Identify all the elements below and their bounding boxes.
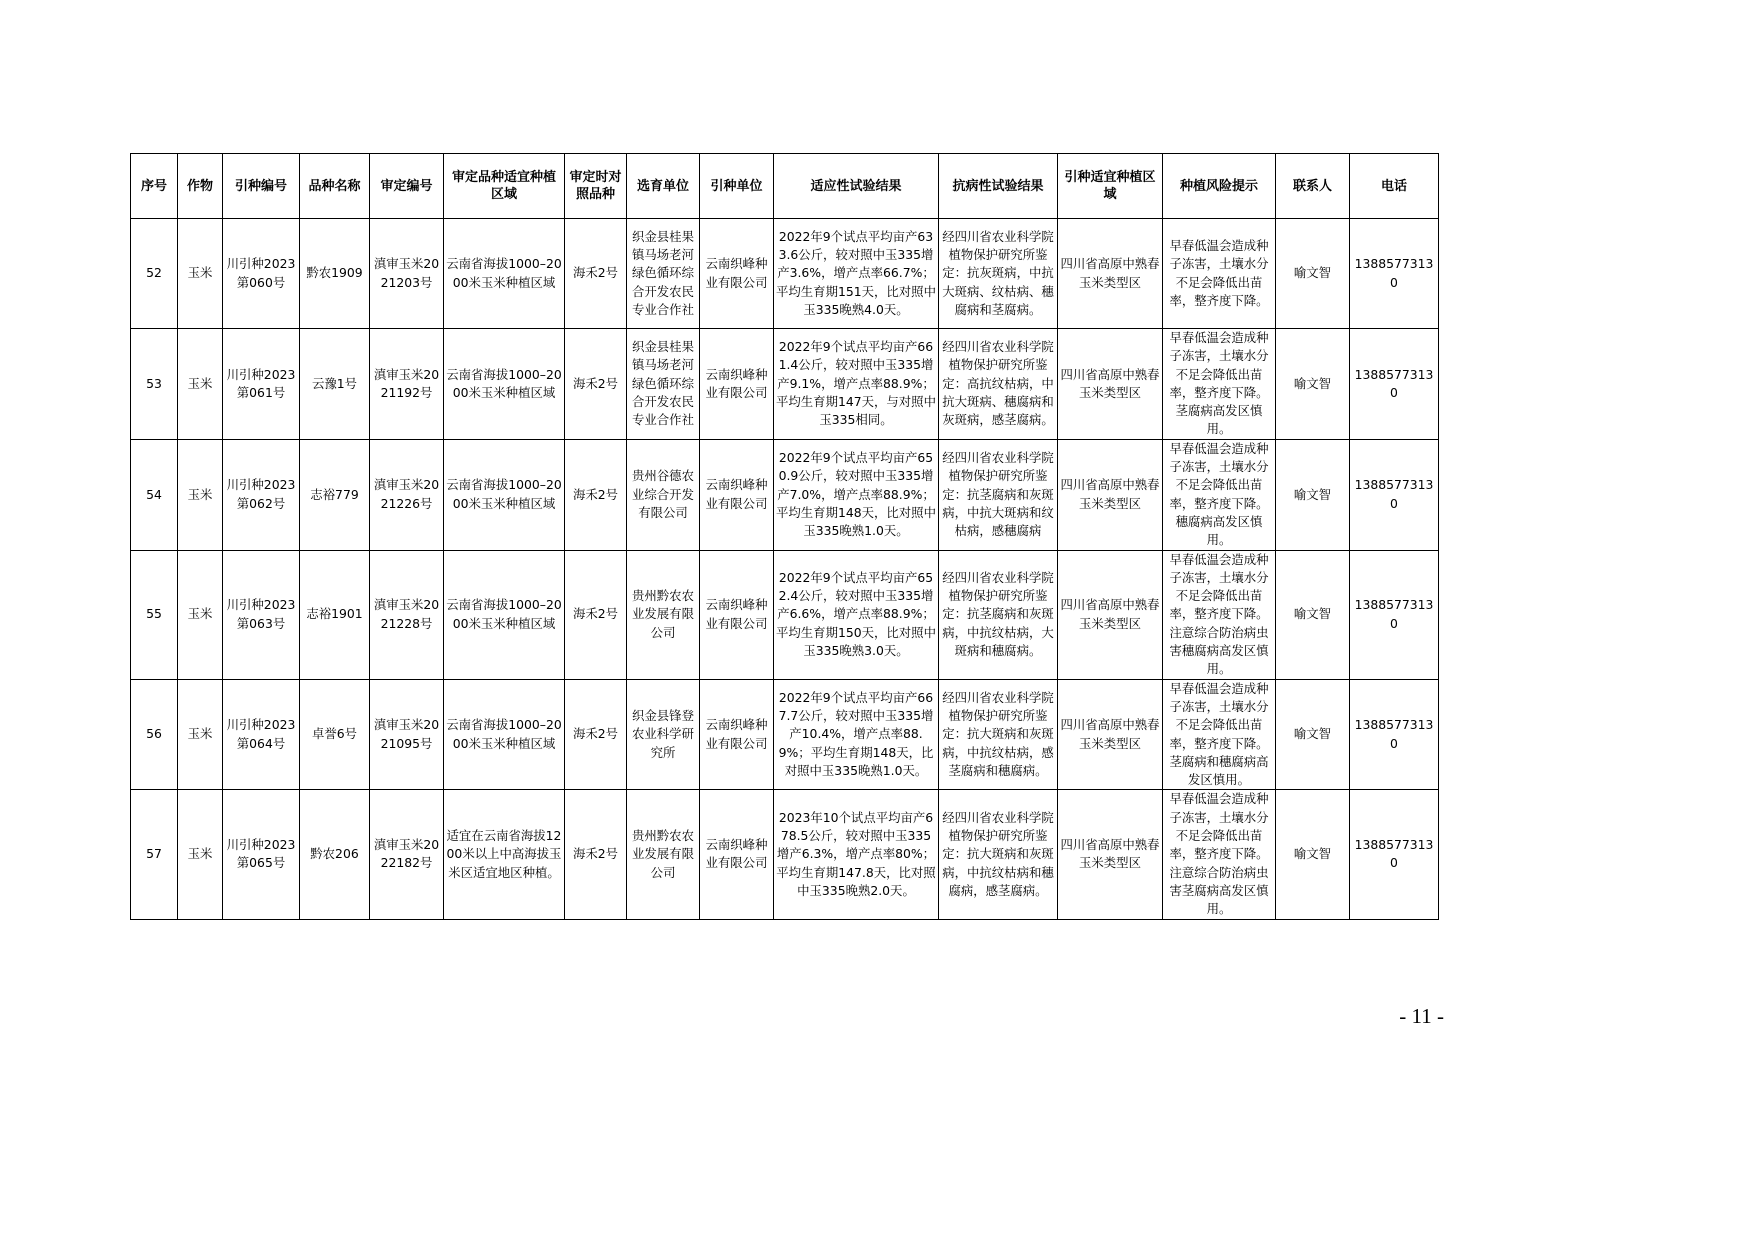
column-header-disease-result: 抗病性试验结果 [939, 154, 1058, 219]
column-header-index: 序号 [131, 154, 178, 219]
cell-disease-result: 经四川省农业科学院植物保护研究所鉴定：抗灰斑病，中抗大斑病、纹枯病、穗腐病和茎腐病。 [939, 219, 1058, 329]
cell-crop: 玉米 [178, 219, 223, 329]
cell-intro-code: 川引种2023第064号 [223, 679, 300, 790]
cell-breeder: 织金县桂果镇马场老河绿色循环综合开发农民专业合作社 [627, 219, 700, 329]
cell-contact: 喻文智 [1276, 679, 1350, 790]
cell-check-variety: 海禾2号 [565, 550, 627, 679]
cell-approved-area: 云南省海拔1000–2000米玉米种植区域 [444, 439, 565, 550]
cell-adaptability-result: 2022年9个试点平均亩产652.4公斤，较对照中玉335增产6.6%，增产点率88.9%；平均生育期150天，比对照中玉335晚熟3.0天。 [774, 550, 939, 679]
cell-phone: 13885773130 [1350, 219, 1439, 329]
cell-crop: 玉米 [178, 439, 223, 550]
column-header-variety-name: 品种名称 [300, 154, 370, 219]
table-row [131, 329, 1439, 440]
cell-contact: 喻文智 [1276, 790, 1350, 919]
cell-risk-note: 早春低温会造成种子冻害，土壤水分不足会降低出苗率，整齐度下降。茎腐病高发区慎用。 [1163, 329, 1276, 440]
column-header-approved-area: 审定品种适宜种植区域 [444, 154, 565, 219]
cell-intro-area: 四川省高原中熟春玉米类型区 [1058, 219, 1163, 329]
cell-contact: 喻文智 [1276, 219, 1350, 329]
cell-disease-result: 经四川省农业科学院植物保护研究所鉴定：高抗纹枯病，中抗大斑病、穗腐病和灰斑病，感茎腐病。 [939, 329, 1058, 440]
cell-intro-unit: 云南织峰种业有限公司 [700, 790, 774, 919]
table-row [131, 439, 1439, 550]
cell-intro-unit: 云南织峰种业有限公司 [700, 550, 774, 679]
cell-disease-result: 经四川省农业科学院植物保护研究所鉴定：抗大斑病和灰斑病，中抗纹枯病，感茎腐病和穗腐病。 [939, 679, 1058, 790]
cell-contact: 喻文智 [1276, 550, 1350, 679]
cell-contact: 喻文智 [1276, 439, 1350, 550]
column-header-breeder: 选育单位 [627, 154, 700, 219]
cell-breeder: 贵州黔农农业发展有限公司 [627, 550, 700, 679]
column-header-risk-note: 种植风险提示 [1163, 154, 1276, 219]
table-row [131, 679, 1439, 790]
cell-breeder: 织金县桂果镇马场老河绿色循环综合开发农民专业合作社 [627, 329, 700, 440]
table-header [131, 154, 1439, 219]
cell-variety-name: 黔农206 [300, 790, 370, 919]
column-header-check-variety: 审定时对照品种 [565, 154, 627, 219]
table-row [131, 219, 1439, 329]
cell-crop: 玉米 [178, 790, 223, 919]
cell-check-variety: 海禾2号 [565, 329, 627, 440]
cell-variety-name: 云豫1号 [300, 329, 370, 440]
column-header-adaptability-result: 适应性试验结果 [774, 154, 939, 219]
cell-approval-code: 滇审玉米2021192号 [370, 329, 444, 440]
cell-intro-unit: 云南织峰种业有限公司 [700, 329, 774, 440]
cell-adaptability-result: 2022年9个试点平均亩产667.7公斤，较对照中玉335增产10.4%，增产点率88.9%；平均生育期148天，比对照中玉335晚熟1.0天。 [774, 679, 939, 790]
cell-disease-result: 经四川省农业科学院植物保护研究所鉴定：抗茎腐病和灰斑病，中抗纹枯病，大斑病和穗腐病。 [939, 550, 1058, 679]
cell-index: 53 [131, 329, 178, 440]
cell-adaptability-result: 2022年9个试点平均亩产650.9公斤，较对照中玉335增产7.0%，增产点率88.9%；平均生育期148天，比对照中玉335晚熟1.0天。 [774, 439, 939, 550]
cell-approval-code: 滇审玉米2021228号 [370, 550, 444, 679]
cell-risk-note: 早春低温会造成种子冻害，土壤水分不足会降低出苗率，整齐度下降。穗腐病高发区慎用。 [1163, 439, 1276, 550]
cell-intro-code: 川引种2023第065号 [223, 790, 300, 919]
cell-intro-unit: 云南织峰种业有限公司 [700, 219, 774, 329]
cell-risk-note: 早春低温会造成种子冻害，土壤水分不足会降低出苗率，整齐度下降。注意综合防治病虫害茎腐病高发区慎用。 [1163, 790, 1276, 919]
cell-index: 54 [131, 439, 178, 550]
cell-intro-code: 川引种2023第060号 [223, 219, 300, 329]
table-body [131, 219, 1439, 920]
cell-intro-unit: 云南织峰种业有限公司 [700, 679, 774, 790]
cell-crop: 玉米 [178, 550, 223, 679]
cell-variety-name: 志裕779 [300, 439, 370, 550]
cell-crop: 玉米 [178, 679, 223, 790]
cell-approved-area: 云南省海拔1000–2000米玉米种植区域 [444, 679, 565, 790]
cell-approved-area: 云南省海拔1000–2000米玉米种植区域 [444, 550, 565, 679]
column-header-phone: 电话 [1350, 154, 1439, 219]
cell-adaptability-result: 2023年10个试点平均亩产678.5公斤，较对照中玉335增产6.3%，增产点率80%；平均生育期147.8天，比对照中玉335晚熟2.0天。 [774, 790, 939, 919]
cell-disease-result: 经四川省农业科学院植物保护研究所鉴定：抗茎腐病和灰斑病，中抗大斑病和纹枯病，感穗腐病 [939, 439, 1058, 550]
cell-approved-area: 云南省海拔1000–2000米玉米种植区域 [444, 329, 565, 440]
cell-risk-note: 早春低温会造成种子冻害，土壤水分不足会降低出苗率，整齐度下降。注意综合防治病虫害穗腐病高发区慎用。 [1163, 550, 1276, 679]
cell-check-variety: 海禾2号 [565, 219, 627, 329]
cell-approval-code: 滇审玉米2021203号 [370, 219, 444, 329]
cell-check-variety: 海禾2号 [565, 439, 627, 550]
cell-breeder: 贵州黔农农业发展有限公司 [627, 790, 700, 919]
column-header-crop: 作物 [178, 154, 223, 219]
cell-index: 52 [131, 219, 178, 329]
cell-index: 55 [131, 550, 178, 679]
column-header-intro-unit: 引种单位 [700, 154, 774, 219]
cell-risk-note: 早春低温会造成种子冻害，土壤水分不足会降低出苗率，整齐度下降。 [1163, 219, 1276, 329]
cell-adaptability-result: 2022年9个试点平均亩产661.4公斤，较对照中玉335增产9.1%，增产点率88.9%；平均生育期147天，与对照中玉335相同。 [774, 329, 939, 440]
cell-approved-area: 适宜在云南省海拔1200米以上中高海拔玉米区适宜地区种植。 [444, 790, 565, 919]
cell-crop: 玉米 [178, 329, 223, 440]
cell-intro-unit: 云南织峰种业有限公司 [700, 439, 774, 550]
cell-index: 56 [131, 679, 178, 790]
cell-approval-code: 滇审玉米2021226号 [370, 439, 444, 550]
cell-intro-area: 四川省高原中熟春玉米类型区 [1058, 790, 1163, 919]
cell-check-variety: 海禾2号 [565, 790, 627, 919]
cell-breeder: 贵州谷德农业综合开发有限公司 [627, 439, 700, 550]
cell-intro-area: 四川省高原中熟春玉米类型区 [1058, 439, 1163, 550]
cell-variety-name: 黔农1909 [300, 219, 370, 329]
cell-approved-area: 云南省海拔1000–2000米玉米种植区域 [444, 219, 565, 329]
cell-variety-name: 志裕1901 [300, 550, 370, 679]
header-row [131, 154, 1439, 219]
column-header-contact: 联系人 [1276, 154, 1350, 219]
cell-phone: 13885773130 [1350, 790, 1439, 919]
cell-disease-result: 经四川省农业科学院植物保护研究所鉴定：抗大斑病和灰斑病，中抗纹枯病和穗腐病，感茎腐病。 [939, 790, 1058, 919]
column-header-intro-area: 引种适宜种植区域 [1058, 154, 1163, 219]
variety-introduction-table [130, 153, 1439, 920]
column-header-intro-code: 引种编号 [223, 154, 300, 219]
cell-phone: 13885773130 [1350, 439, 1439, 550]
cell-intro-code: 川引种2023第062号 [223, 439, 300, 550]
cell-phone: 13885773130 [1350, 329, 1439, 440]
cell-approval-code: 滇审玉米2022182号 [370, 790, 444, 919]
cell-phone: 13885773130 [1350, 679, 1439, 790]
cell-approval-code: 滇审玉米2021095号 [370, 679, 444, 790]
cell-phone: 13885773130 [1350, 550, 1439, 679]
cell-adaptability-result: 2022年9个试点平均亩产633.6公斤，较对照中玉335增产3.6%，增产点率66.7%；平均生育期151天，比对照中玉335晚熟4.0天。 [774, 219, 939, 329]
table-row [131, 790, 1439, 919]
cell-variety-name: 卓誉6号 [300, 679, 370, 790]
cell-contact: 喻文智 [1276, 329, 1350, 440]
cell-check-variety: 海禾2号 [565, 679, 627, 790]
cell-index: 57 [131, 790, 178, 919]
table-row [131, 550, 1439, 679]
cell-intro-area: 四川省高原中熟春玉米类型区 [1058, 329, 1163, 440]
cell-risk-note: 早春低温会造成种子冻害，土壤水分不足会降低出苗率，整齐度下降。茎腐病和穗腐病高发区慎用。 [1163, 679, 1276, 790]
cell-intro-area: 四川省高原中熟春玉米类型区 [1058, 550, 1163, 679]
cell-intro-area: 四川省高原中熟春玉米类型区 [1058, 679, 1163, 790]
cell-breeder: 织金县锋登农业科学研究所 [627, 679, 700, 790]
column-header-approval-code: 审定编号 [370, 154, 444, 219]
page-number: - 11 - [1399, 1004, 1444, 1028]
cell-intro-code: 川引种2023第061号 [223, 329, 300, 440]
cell-intro-code: 川引种2023第063号 [223, 550, 300, 679]
